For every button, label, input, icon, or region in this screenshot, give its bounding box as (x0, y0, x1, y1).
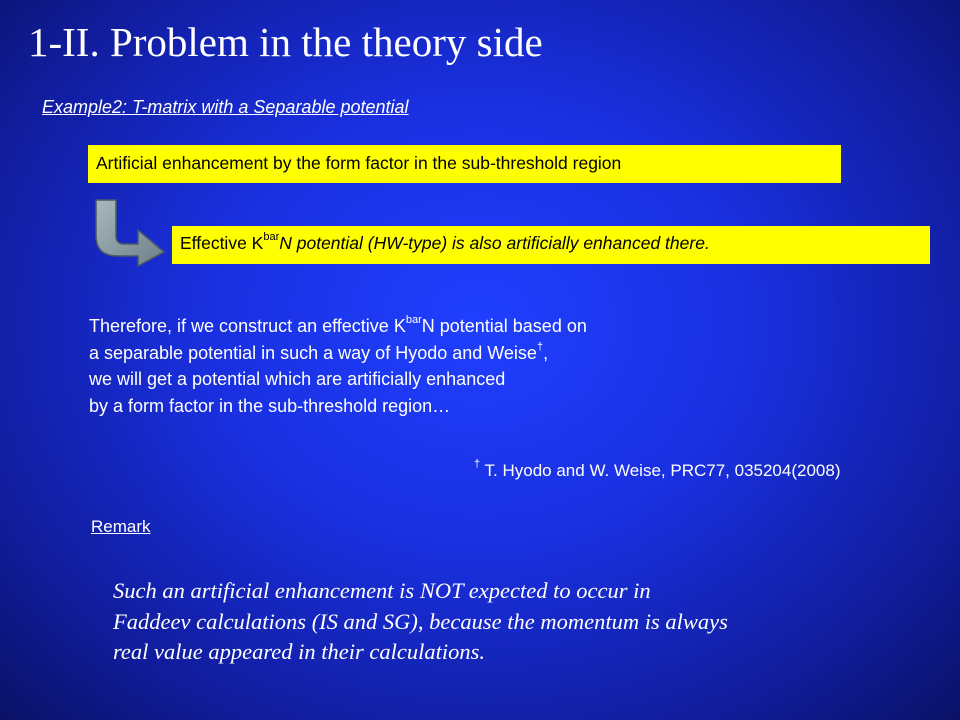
conclusion-paragraph (89, 313, 587, 419)
box2-text-post: N potential (HW-type) is also artificially enhanced there. (279, 233, 710, 253)
paragraph-line-3: we will get a potential which are artificially enhanced (89, 369, 506, 389)
slide-title: 1-II. Problem in the theory side (28, 19, 543, 65)
box2-superscript: bar (263, 231, 280, 244)
remark-heading: Remark (91, 517, 151, 536)
reference-citation (474, 458, 841, 481)
paragraph-line-1-pre: Therefore, if we construct an effective K (89, 316, 406, 336)
paragraph-line-2 (89, 340, 587, 367)
reference-text: T. Hyodo and W. Weise, PRC77, 035204(2008) (480, 461, 841, 480)
highlight-box-form-factor (88, 145, 841, 183)
reference-dagger: † (474, 458, 481, 471)
box2-text-pre: Effective K (180, 233, 264, 253)
paragraph-line-1-post: N potential based on (421, 316, 587, 336)
note-line-1: Such an artificial enhancement is NOT expected to occur in (113, 578, 651, 603)
slide-subtitle: Example2: T-matrix with a Separable potential (42, 97, 409, 117)
note-line-3: real value appeared in their calculations. (113, 639, 486, 664)
box1-text: Artificial enhancement by the form factor in the sub-threshold region (96, 153, 622, 173)
dagger-mark: † (536, 340, 544, 353)
bent-arrow-icon (94, 196, 166, 268)
paragraph-line-1-superscript: bar (405, 314, 422, 326)
paragraph-line-2-post: , (543, 342, 549, 363)
note-line-2: Faddeev calculations (IS and SG), because the momentum is always (113, 608, 728, 634)
paragraph-line-4: by a form factor in the sub-threshold region… (89, 395, 451, 416)
paragraph-line-2-pre: a separable potential in such a way of Hyodo and Weise (89, 342, 537, 363)
highlight-box-effective-potential (172, 226, 930, 264)
paragraph-line-1 (89, 313, 587, 340)
remark-note (113, 576, 728, 668)
